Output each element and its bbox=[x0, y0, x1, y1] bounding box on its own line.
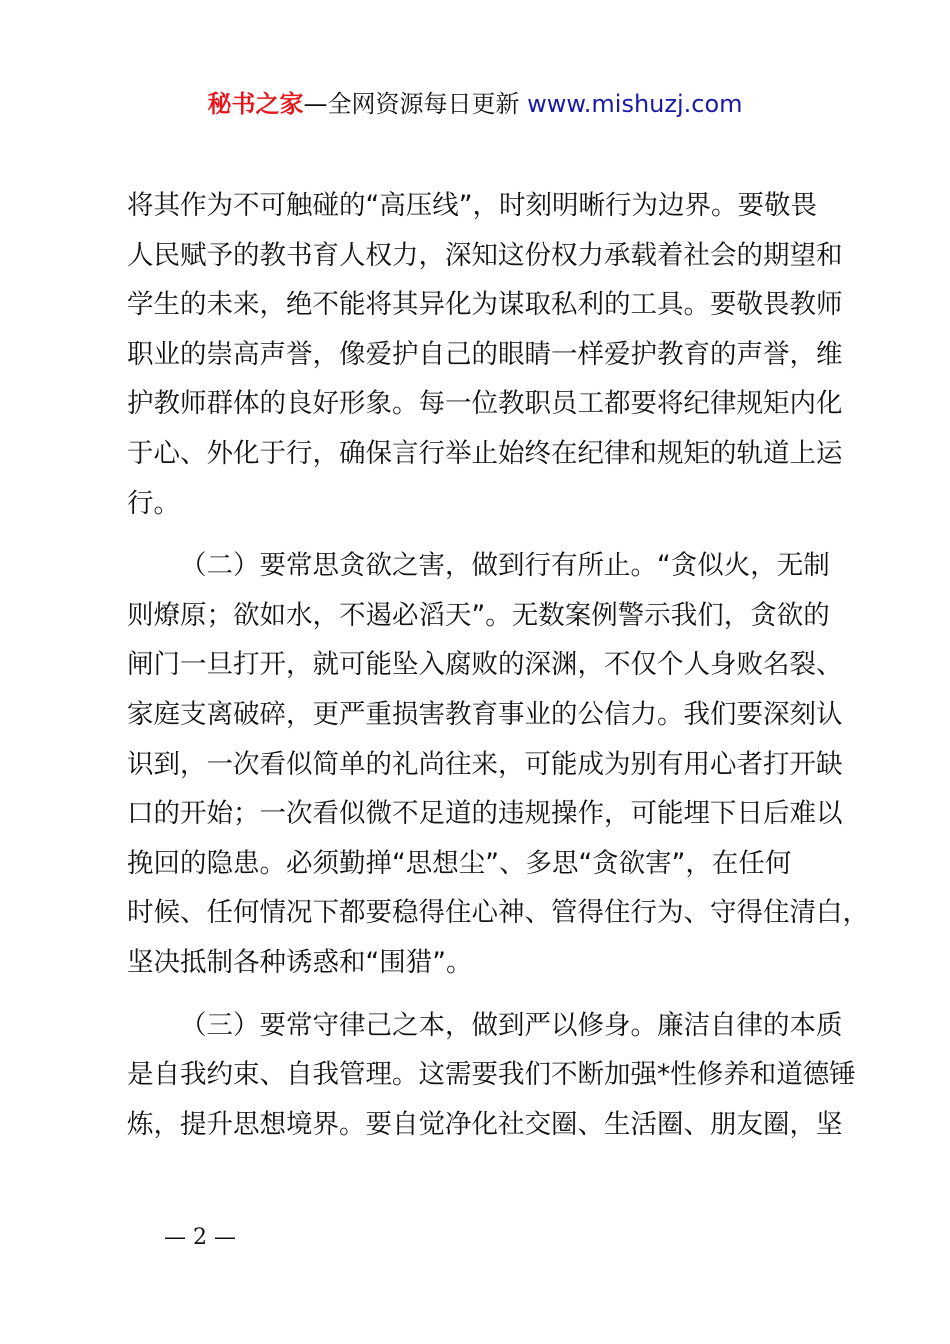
text-line: 炼，提升思想境界。要自觉净化社交圈、生活圈、朋友圈，坚 bbox=[127, 1108, 843, 1140]
text-line: 学生的未来，绝不能将其异化为谋取私利的工具。要敬畏教师 bbox=[127, 289, 843, 321]
header-tagline: —全网资源每日更新 bbox=[303, 90, 520, 118]
paragraph-1 bbox=[127, 181, 861, 528]
text-line: （三）要常守律己之本，做到严以修身。廉洁自律的本质 bbox=[180, 1009, 843, 1041]
text-line: 将其作为不可触碰的“高压线”，时刻明晰行为边界。要敬畏 bbox=[127, 190, 817, 221]
text-line: 坚决抵制各种诱惑和“围猎”。 bbox=[127, 946, 473, 978]
text-line: 闸门一旦打开，就可能坠入腐败的深渊，不仅个人身败名裂、 bbox=[127, 649, 843, 681]
text-line: 是自我约束、自我管理。这需要我们不断加强*性修养和道德锤 bbox=[127, 1059, 856, 1091]
text-line: 口的开始；一次看似微不足道的违规操作，可能埋下日后难以 bbox=[127, 798, 843, 830]
text-line: 行。 bbox=[127, 487, 180, 519]
text-line: 家庭支离破碎，更严重损害教育事业的公信力。我们要深刻认 bbox=[127, 698, 843, 730]
text-line: 护教师群体的良好形象。每一位教职员工都要将纪律规矩内化 bbox=[127, 388, 843, 420]
paragraph-3 bbox=[127, 1001, 861, 1150]
text-line: 人民赋予的教书育人权力，深知这份权力承载着社会的期望和 bbox=[127, 239, 843, 271]
site-url-link[interactable]: www.mishuzj.com bbox=[527, 90, 743, 118]
text-line: 于心、外化于行，确保言行举止始终在纪律和规矩的轨道上运 bbox=[127, 437, 843, 469]
text-line: 则燎原；欲如水，不遏必滔天”。无数案例警示我们，贪欲的 bbox=[127, 599, 830, 631]
text-line: 挽回的隐患。必须勤掸“思想尘”、多思“贪欲害”，在任何 bbox=[127, 847, 792, 879]
text-line: 识到，一次看似简单的礼尚往来，可能成为别有用心者打开缺 bbox=[127, 748, 843, 780]
page-header bbox=[0, 86, 950, 122]
brand-name: 秘书之家 bbox=[207, 90, 304, 118]
text-line: 职业的崇高声誉，像爱护自己的眼睛一样爱护教育的声誉，维 bbox=[127, 338, 843, 370]
text-line: 时候、任何情况下都要稳得住心神、管得住行为、守得住清白， bbox=[127, 897, 869, 929]
page-number: — 2 — bbox=[164, 1225, 236, 1250]
text-line: （二）要常思贪欲之害，做到行有所止。“贪似火，无制 bbox=[180, 550, 830, 582]
document-body bbox=[127, 181, 869, 1162]
paragraph-2 bbox=[127, 541, 869, 987]
